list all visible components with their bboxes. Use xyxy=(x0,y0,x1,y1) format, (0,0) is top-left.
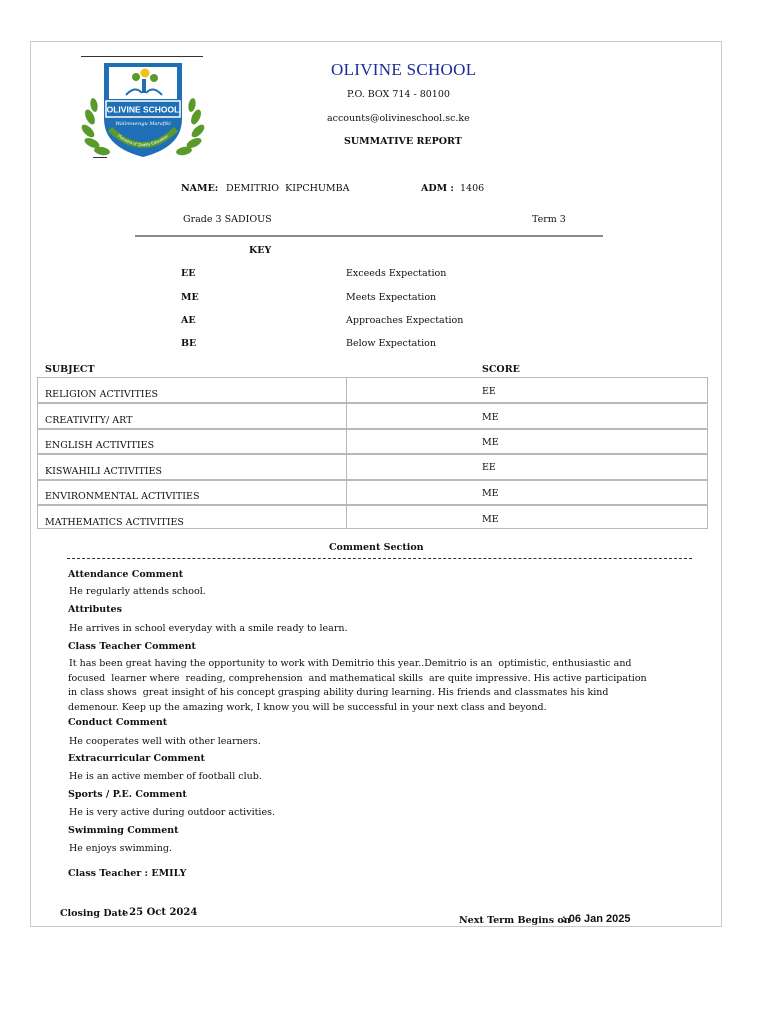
score-cell: ME xyxy=(482,488,499,499)
adm-label: ADM : xyxy=(421,183,454,194)
class-teacher-comment-line: demenour. Keep up the amazing work, I know you will be successful in your next class and beyond. xyxy=(68,702,547,713)
class-teacher-comment-label: Class Teacher Comment xyxy=(68,641,196,652)
logo-motto-text: Walimwengu Marafiki xyxy=(115,121,171,127)
class-teacher-name: Class Teacher : EMILY xyxy=(68,868,187,879)
logo-ring-text: Pioneers of Quality Education xyxy=(116,133,169,148)
subject-header: SUBJECT xyxy=(45,364,95,375)
score-cell: EE xyxy=(482,386,496,397)
subject-cell: MATHEMATICS ACTIVITIES xyxy=(45,517,184,528)
swimming-label: Swimming Comment xyxy=(68,825,179,836)
class-teacher-comment-line: It has been great having the opportunity to work with Demitrio this year..Demitrio is an optimistic, enthusiastic and xyxy=(69,658,632,669)
key-title: KEY xyxy=(249,245,272,256)
comment-section-title: Comment Section xyxy=(329,542,424,553)
next-term-value: : 06 Jan 2025 xyxy=(562,913,631,925)
key-meaning: Meets Expectation xyxy=(346,292,437,303)
term: Term 3 xyxy=(532,214,566,225)
next-term-label: Next Term Begins on xyxy=(459,915,571,926)
closing-date-value: : 25 Oct 2024 xyxy=(122,907,198,918)
attendance-text: He regularly attends school. xyxy=(69,586,206,597)
sports-text: He is very active during outdoor activities. xyxy=(69,807,275,818)
attributes-label: Attributes xyxy=(68,604,122,615)
comment-section-divider xyxy=(67,558,692,559)
score-cell: EE xyxy=(482,462,496,473)
logo-main-text: OLIVINE SCHOOL xyxy=(106,104,180,115)
key-code: BE xyxy=(181,338,197,349)
row-divider xyxy=(38,428,707,430)
conduct-text: He cooperates well with other learners. xyxy=(69,736,261,747)
score-cell: ME xyxy=(482,437,499,448)
key-meaning: Exceeds Expectation xyxy=(346,268,447,279)
swimming-text: He enjoys swimming. xyxy=(69,843,172,854)
class-teacher-comment-line: in class shows great insight of his concept grasping ability during learning. His friends and classmates his kind xyxy=(68,687,609,698)
attributes-text: He arrives in school everyday with a smile ready to learn. xyxy=(69,623,348,634)
report-title: SUMMATIVE REPORT xyxy=(344,136,462,147)
info-divider xyxy=(135,235,603,237)
school-address: P.O. BOX 714 - 80100 xyxy=(347,89,450,100)
subject-cell: ENGLISH ACTIVITIES xyxy=(45,440,155,451)
score-header: SCORE xyxy=(482,364,520,375)
row-divider xyxy=(38,479,707,481)
key-code: ME xyxy=(181,292,199,303)
school-logo xyxy=(80,57,206,161)
key-meaning: Below Expectation xyxy=(346,338,437,349)
row-divider xyxy=(38,402,707,404)
subject-cell: KISWAHILI ACTIVITIES xyxy=(45,466,162,477)
row-divider xyxy=(38,453,707,455)
subject-cell: RELIGION ACTIVITIES xyxy=(45,389,158,400)
conduct-label: Conduct Comment xyxy=(68,717,168,728)
extracurricular-text: He is an active member of football club. xyxy=(69,771,262,782)
score-cell: ME xyxy=(482,514,499,525)
closing-date-label: Closing Date xyxy=(60,908,129,919)
grade-class: Grade 3 SADIOUS xyxy=(183,214,272,225)
row-divider xyxy=(38,504,707,506)
sports-label: Sports / P.E. Comment xyxy=(68,789,187,800)
extracurricular-label: Extracurricular Comment xyxy=(68,753,205,764)
key-code: EE xyxy=(181,268,196,279)
subject-cell: ENVIRONMENTAL ACTIVITIES xyxy=(45,491,200,502)
subject-cell: CREATIVITY/ ART xyxy=(45,415,133,426)
key-code: AE xyxy=(181,315,196,326)
score-cell: ME xyxy=(482,412,499,423)
attendance-label: Attendance Comment xyxy=(68,569,184,580)
student-name: DEMITRIO KIPCHUMBA xyxy=(226,183,350,194)
school-name: OLIVINE SCHOOL xyxy=(331,60,477,79)
adm-number: 1406 xyxy=(460,183,485,194)
key-meaning: Approaches Expectation xyxy=(346,315,464,326)
class-teacher-comment-line: focused learner where reading, comprehension and mathematical skills are quite impressive. His active participation xyxy=(68,673,647,684)
school-email: accounts@olivineschool.sc.ke xyxy=(327,113,470,124)
name-label: NAME: xyxy=(181,183,219,194)
